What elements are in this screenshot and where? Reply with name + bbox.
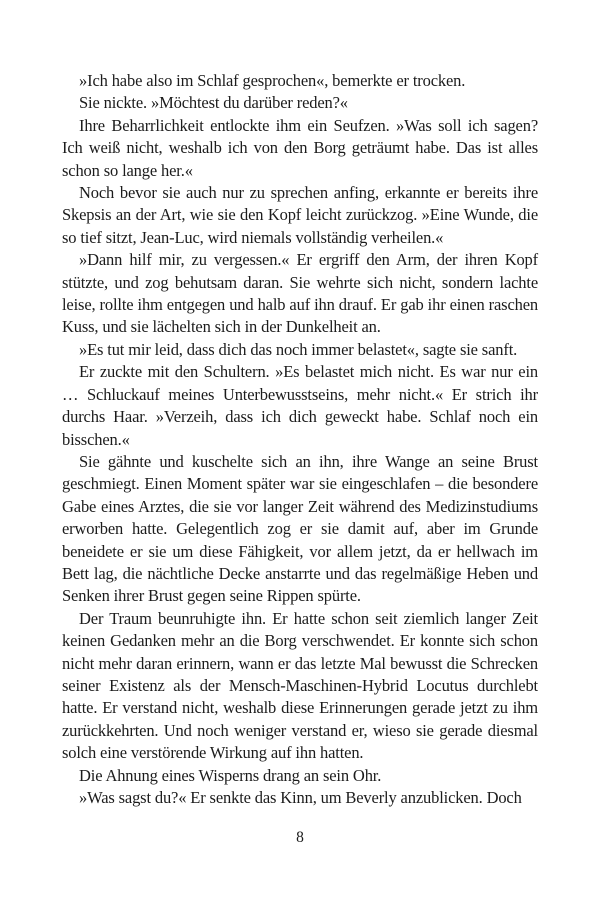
- paragraph-5: »Dann hilf mir, zu vergessen.« Er ergriff den Arm, der ihren Kopf stützte, und zog behutsam daran. Sie wehrte sich nicht, sondern lachte leise, rollte ihm entgegen und halb auf ihn drauf. Er gab ihr einen raschen Kuss, und sie lächelten sich in der Dunkelheit an.: [62, 250, 538, 337]
- paragraph-1: »Ich habe also im Schlaf gesprochen«, bemerkte er trocken.: [79, 71, 466, 90]
- paragraph-10: Die Ahnung eines Wisperns drang an sein Ohr.: [79, 765, 382, 785]
- page-text: [62, 70, 538, 850]
- paragraph-7: Er zuckte mit den Schultern. »Es belastet mich nicht. Es war nur ein … Schluckauf meines Unterbewusstseins, mehr nicht.« Er strich ihr durchs Haar. »Verzeih, dass ich dich geweckt habe. Schlaf noch ein bisschen.«: [62, 362, 538, 449]
- paragraph-3: Ihre Beharrlichkeit entlockte ihm ein Seufzen. »Was soll ich sagen? Ich weiß nicht, weshalb ich von den Borg geträumt habe. Das ist alles schon so lange her.«: [62, 115, 538, 180]
- paragraph-2: Sie nickte. »Möchtest du darüber reden?«: [79, 93, 348, 113]
- paragraph-4: Noch bevor sie auch nur zu sprechen anfing, erkannte er bereits ihre Skepsis an der Art, wie sie den Kopf leicht zurückzog. »Eine Wunde, die so tief sitzt, Jean-Luc, wird niemals vollständig verheilen.«: [62, 183, 538, 247]
- paragraph-11: »Was sagst du?« Er senkte das Kinn, um Beverly anzublicken. Doch: [79, 788, 522, 807]
- paragraph-8: Sie gähnte und kuschelte sich an ihn, ihre Wange an seine Brust geschmiegt. Einen Moment später war sie eingeschlafen – die besondere Gabe eines Arztes, die sie vor langer Zeit während des Medizinstudiums erworben hatte. Gelegentlich zog er sie damit auf, aber im Grunde beneidete er sie um diese Fähigkeit, vor allem jetzt, da er hellwach im Bett lag, die nächtliche Decke anstarrte und das regelmäßige Heben und Senken ihrer Brust gegen seine Rippen spürte.: [62, 451, 538, 606]
- paragraph-9: Der Traum beunruhigte ihn. Er hatte schon seit ziemlich langer Zeit keinen Gedanken mehr an die Borg verschwendet. Er konnte sich schon nicht mehr daran erinnern, wann er das letzte Mal bewusst die Schrecken seiner Existenz als der Mensch-Maschinen-Hybrid Locutus durchlebt hatte. Er verstand nicht, weshalb diese Erinnerungen gerade jetzt zu ihm zurückkehrten. Und noch weniger verstand er, wieso sie gerade diesmal solch eine verstörende Wirkung auf ihn hatten.: [62, 608, 538, 763]
- page-number: 8: [296, 829, 304, 847]
- paragraph-6: »Es tut mir leid, dass dich das noch immer belastet«, sagte sie sanft.: [79, 339, 518, 359]
